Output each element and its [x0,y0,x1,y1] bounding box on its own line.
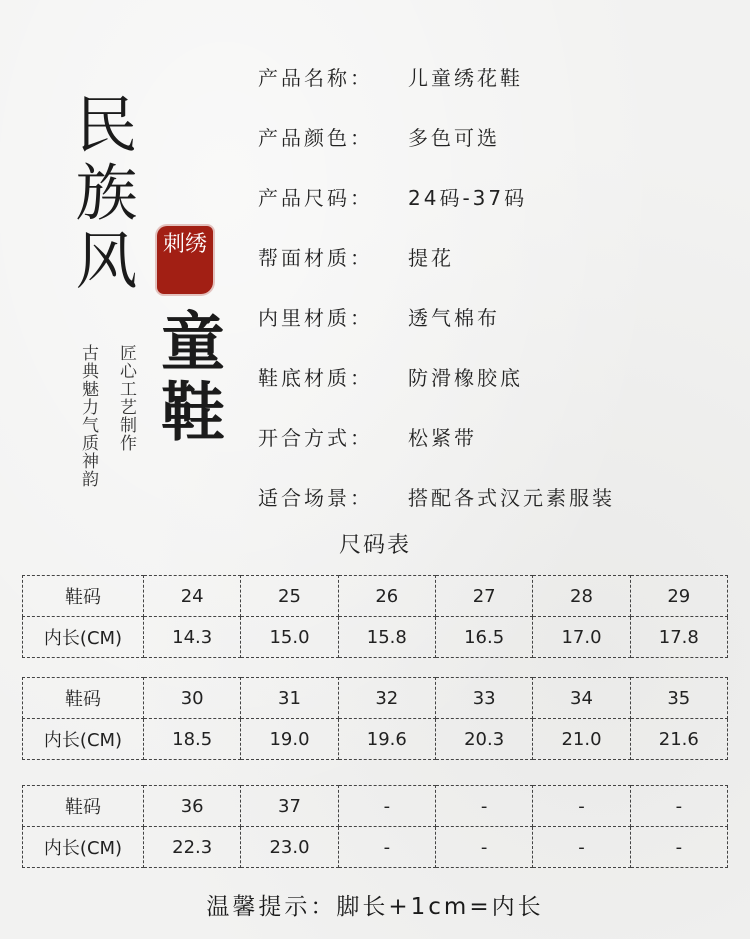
row-label-length: 内长(CM) [23,617,144,658]
row-label-size: 鞋码 [23,576,144,617]
size-cell: - [338,786,435,827]
info-label: 产品名称： [258,65,373,90]
size-cell: - [435,786,532,827]
length-cell: 19.6 [338,719,435,760]
info-row-scene [258,466,615,526]
length-cell: 19.0 [241,719,338,760]
info-value: 松紧带 [408,425,477,450]
size-cell: 30 [144,678,241,719]
tagline-craft: 匠心工艺制作 [116,344,136,452]
size-cell: 32 [338,678,435,719]
tagline-classic: 古典魅力气质神韵 [78,344,98,488]
length-cell: 14.3 [144,617,241,658]
size-cell: 36 [144,786,241,827]
row-label-size: 鞋码 [23,786,144,827]
table-row-size [23,678,728,719]
seal-text: 刺绣 [162,232,207,257]
length-cell: 17.0 [533,617,630,658]
row-label-size: 鞋码 [23,678,144,719]
info-value: 透气棉布 [408,305,500,330]
tip-text: 温馨提示：脚长+1cm=内长 [206,894,544,920]
length-cell: - [435,827,532,868]
info-row-closure [258,406,615,466]
info-value: 提花 [408,245,454,270]
length-cell: - [338,827,435,868]
size-chart-title: 尺码表 [338,533,411,558]
length-cell: 16.5 [435,617,532,658]
length-cell: 23.0 [241,827,338,868]
size-cell: 26 [338,576,435,617]
length-cell: 15.8 [338,617,435,658]
size-cell: 29 [630,576,727,617]
info-label: 开合方式： [258,425,373,450]
size-cell: 25 [241,576,338,617]
size-cell: 31 [241,678,338,719]
length-cell: - [630,827,727,868]
size-cell: 27 [435,576,532,617]
row-label-length: 内长(CM) [23,719,144,760]
length-cell: 21.0 [533,719,630,760]
table-row-length [23,719,728,760]
size-table-block [22,677,728,760]
info-value: 24码-37码 [408,185,528,210]
info-label: 产品颜色： [258,125,373,150]
info-row-name [258,46,615,106]
table-row-length [23,617,728,658]
info-label: 鞋底材质： [258,365,373,390]
length-cell: 15.0 [241,617,338,658]
length-cell: - [533,827,630,868]
title-kids-shoes: 童鞋 [150,308,225,448]
title-ethnic-style: 民族风 [65,92,138,296]
table-row-length [23,827,728,868]
info-label: 帮面材质： [258,245,373,270]
info-label: 适合场景： [258,485,373,510]
size-cell: 24 [144,576,241,617]
size-cell: - [533,786,630,827]
info-value: 搭配各式汉元素服装 [408,485,615,510]
info-value: 防滑橡胶底 [408,365,523,390]
length-cell: 17.8 [630,617,727,658]
size-cell: - [630,786,727,827]
size-table-block [22,575,728,658]
size-cell: 28 [533,576,630,617]
info-label: 产品尺码： [258,185,373,210]
length-cell: 22.3 [144,827,241,868]
size-cell: 35 [630,678,727,719]
size-cell: 33 [435,678,532,719]
length-cell: 18.5 [144,719,241,760]
info-label: 内里材质： [258,305,373,330]
info-row-size [258,166,615,226]
length-cell: 21.6 [630,719,727,760]
info-row-lining [258,286,615,346]
table-row-size [23,576,728,617]
row-label-length: 内长(CM) [23,827,144,868]
length-cell: 20.3 [435,719,532,760]
size-cell: 34 [533,678,630,719]
info-row-sole [258,346,615,406]
size-cell: 37 [241,786,338,827]
info-value: 多色可选 [408,125,500,150]
info-row-upper [258,226,615,286]
info-value: 儿童绣花鞋 [408,65,523,90]
info-row-color [258,106,615,166]
table-row-size [23,786,728,827]
embroidery-seal [157,226,213,294]
product-info-list [258,46,615,526]
size-table-block [22,785,728,868]
